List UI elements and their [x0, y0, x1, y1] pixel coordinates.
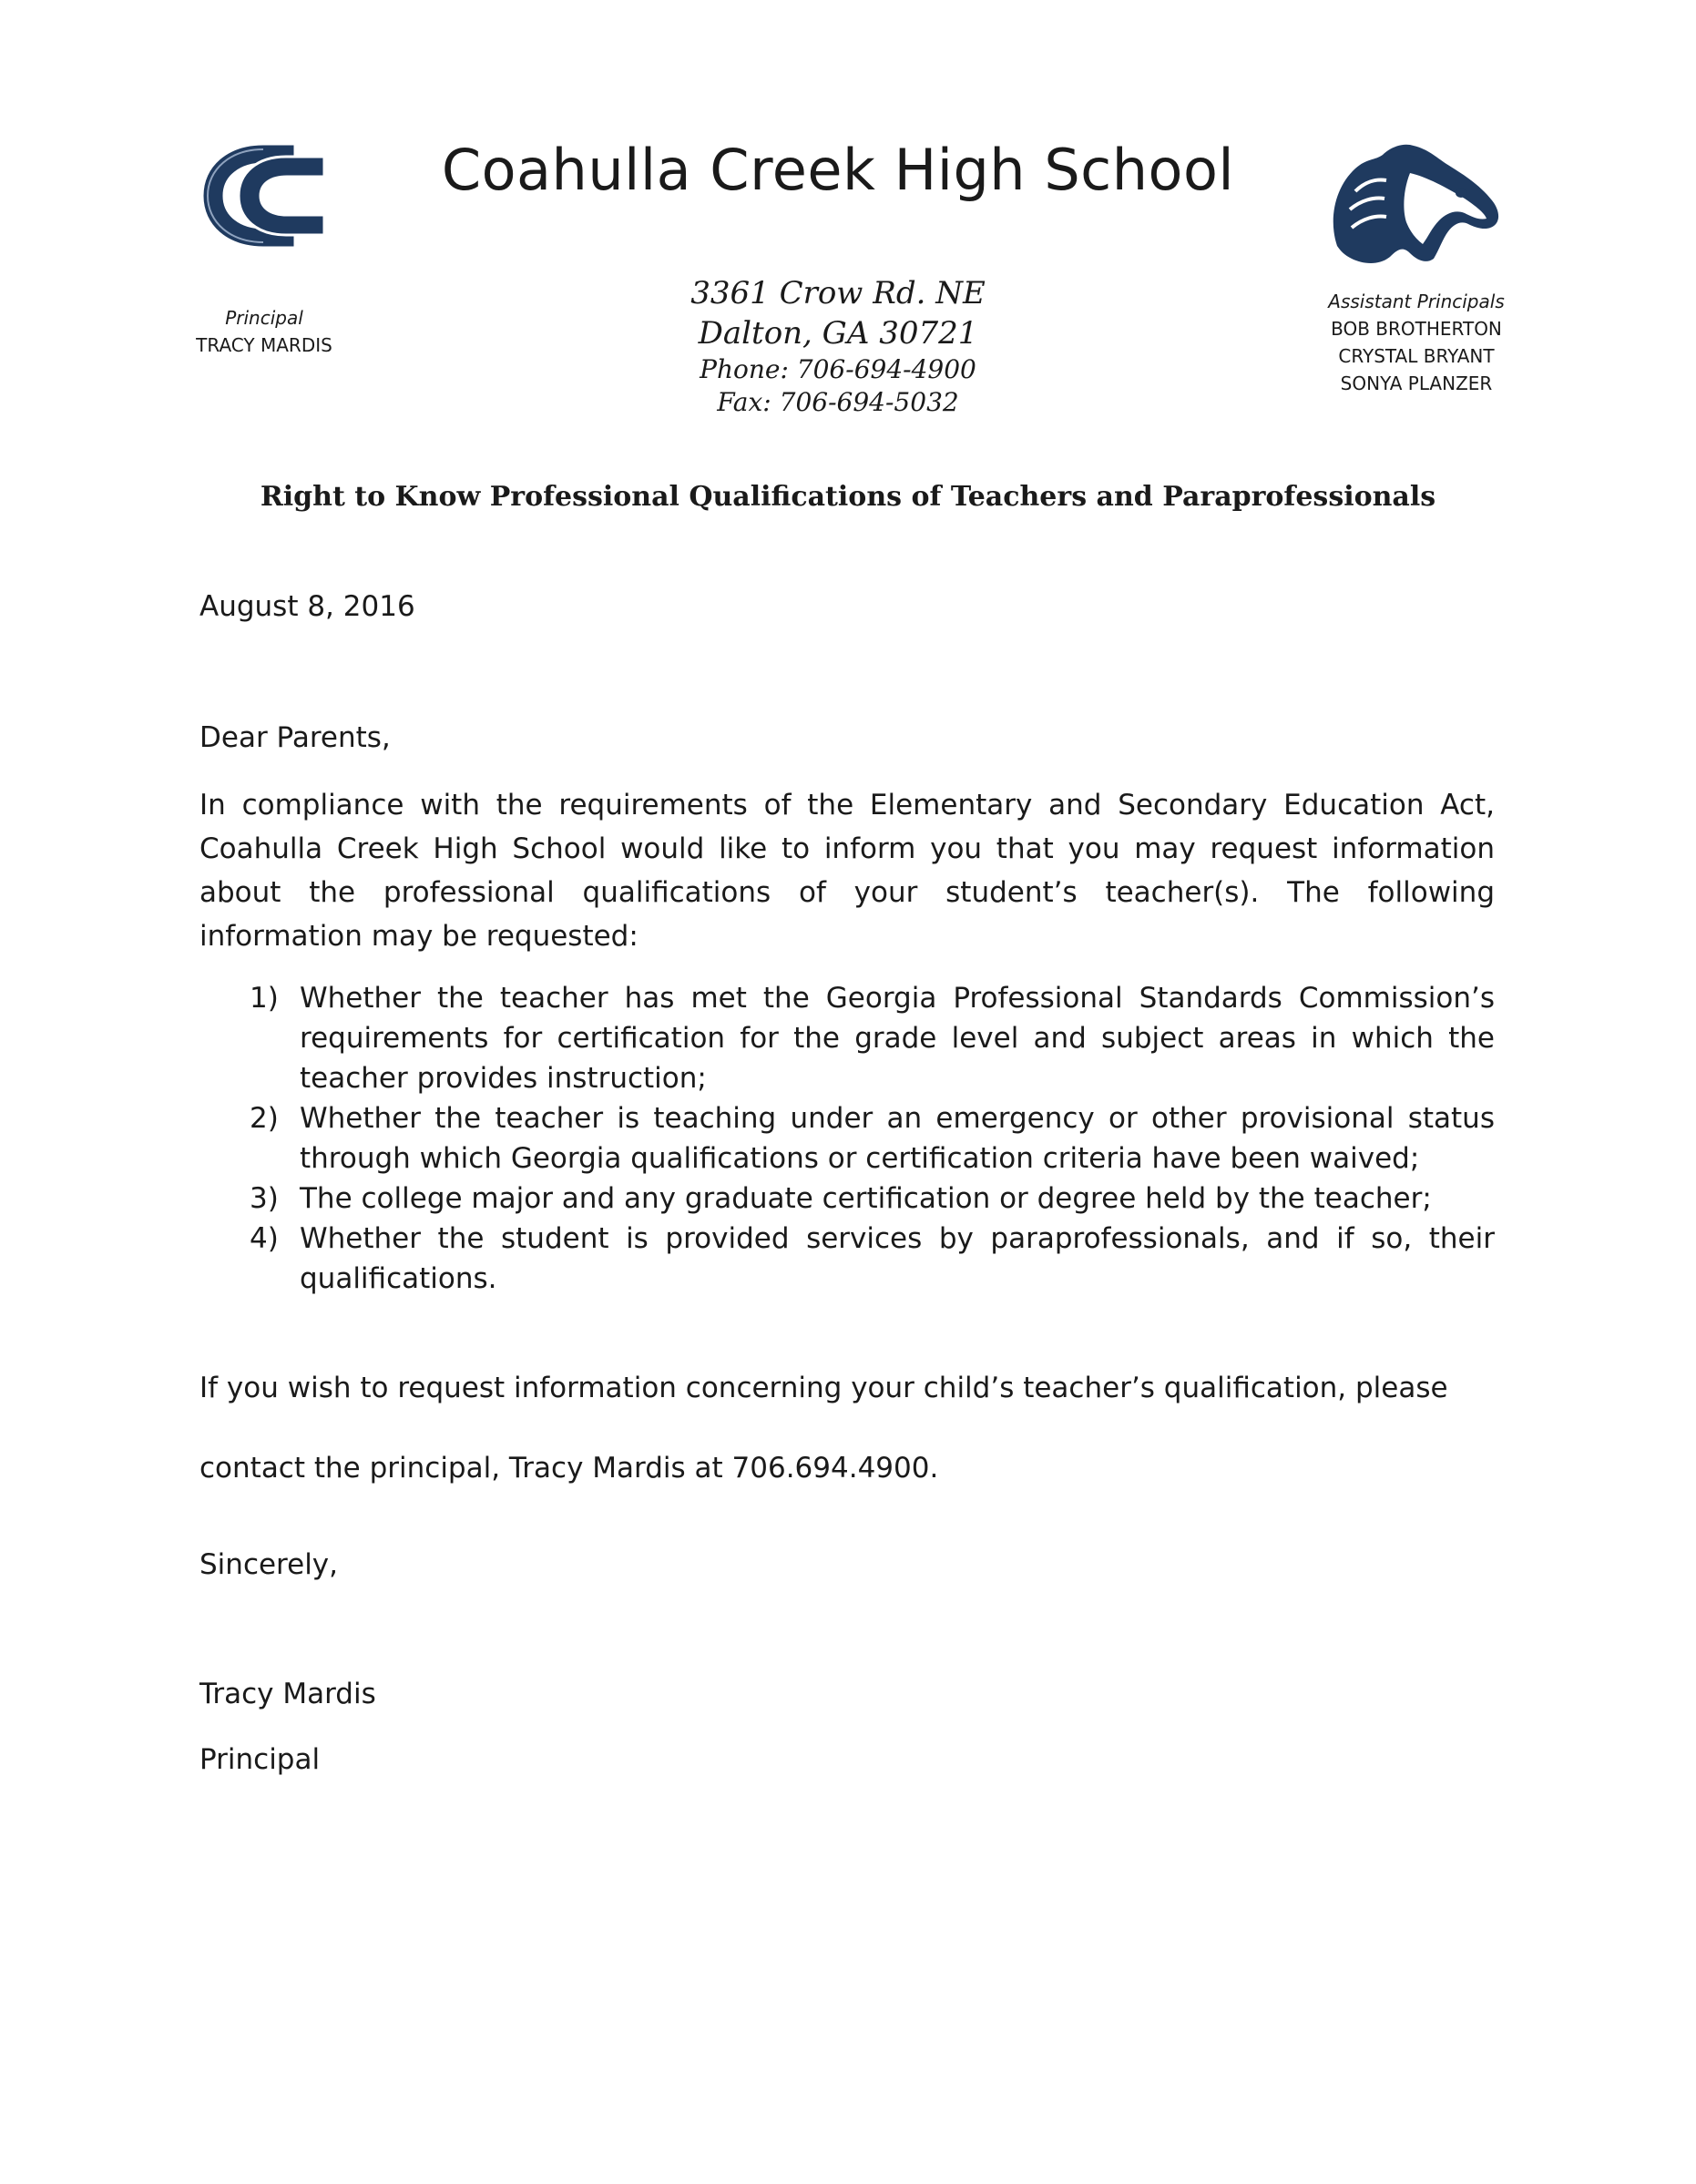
- sign-off: Sincerely,: [199, 1548, 339, 1581]
- principal-name: TRACY MARDIS: [196, 334, 332, 356]
- closing-line-1: If you wish to request information concerning your child’s teacher’s qualification, please: [199, 1372, 1448, 1404]
- address-line2: Dalton, GA 30721: [698, 315, 978, 352]
- assistant-principal-name: SONYA PLANZER: [1340, 373, 1493, 394]
- list-item-text: Whether the teacher has met the Georgia Professional Standards Commission’s requirements for certification for the grade level and subject areas in which the teacher provides instruction;: [300, 982, 1495, 1095]
- salutation: Dear Parents,: [199, 721, 391, 754]
- list-item: [199, 1179, 1495, 1219]
- list-item-text: The college major and any graduate certification or degree held by the teacher;: [300, 1182, 1432, 1215]
- list-item-number: 2): [250, 1102, 279, 1135]
- principal-role: Principal: [225, 307, 303, 329]
- assistant-principal-name: CRYSTAL BRYANT: [1338, 345, 1495, 367]
- principal-block: [169, 304, 360, 359]
- address-line1: 3361 Crow Rd. NE: [690, 275, 986, 311]
- list-item-number: 1): [250, 982, 279, 1015]
- list-item: [199, 1098, 1495, 1179]
- list-item-text: Whether the student is provided services by paraprofessionals, and if so, their qualifications.: [300, 1222, 1495, 1295]
- fax-number: Fax: 706-694-5032: [717, 387, 959, 417]
- letter-date: August 8, 2016: [199, 590, 415, 623]
- address-block: [619, 273, 1057, 419]
- assistant-principals-role: Assistant Principals: [1328, 291, 1505, 312]
- assistant-principal-name: BOB BROTHERTON: [1331, 318, 1502, 340]
- list-item-number: 3): [250, 1182, 279, 1215]
- list-item: [199, 1219, 1495, 1299]
- signer-title: Principal: [199, 1743, 321, 1776]
- list-item: [199, 978, 1495, 1098]
- list-item-text: Whether the teacher is teaching under an emergency or other provisional status through which Georgia qualifications or certification criteria have been waived;: [300, 1102, 1495, 1175]
- assistant-principals-block: [1293, 288, 1539, 397]
- document-title: Right to Know Professional Qualifications of Teachers and Paraprofessionals: [260, 481, 1436, 513]
- cc-monogram-logo-icon: [195, 137, 332, 255]
- horse-head-mascot-logo-icon: [1319, 137, 1510, 273]
- intro-paragraph: In compliance with the requirements of the Elementary and Secondary Education Act, Coahulla Creek High School would like to inform you that you may request information about the professional qualifications of your student’s teacher(s). The following information may be requested:: [199, 789, 1495, 953]
- school-name: Coahulla Creek High School: [441, 137, 1235, 203]
- list-item-number: 4): [250, 1222, 279, 1255]
- closing-line-2: contact the principal, Tracy Mardis at 706.694.4900.: [199, 1452, 939, 1485]
- requested-info-list: [199, 978, 1495, 1299]
- signer-name: Tracy Mardis: [199, 1678, 376, 1710]
- phone-number: Phone: 706-694-4900: [700, 354, 976, 384]
